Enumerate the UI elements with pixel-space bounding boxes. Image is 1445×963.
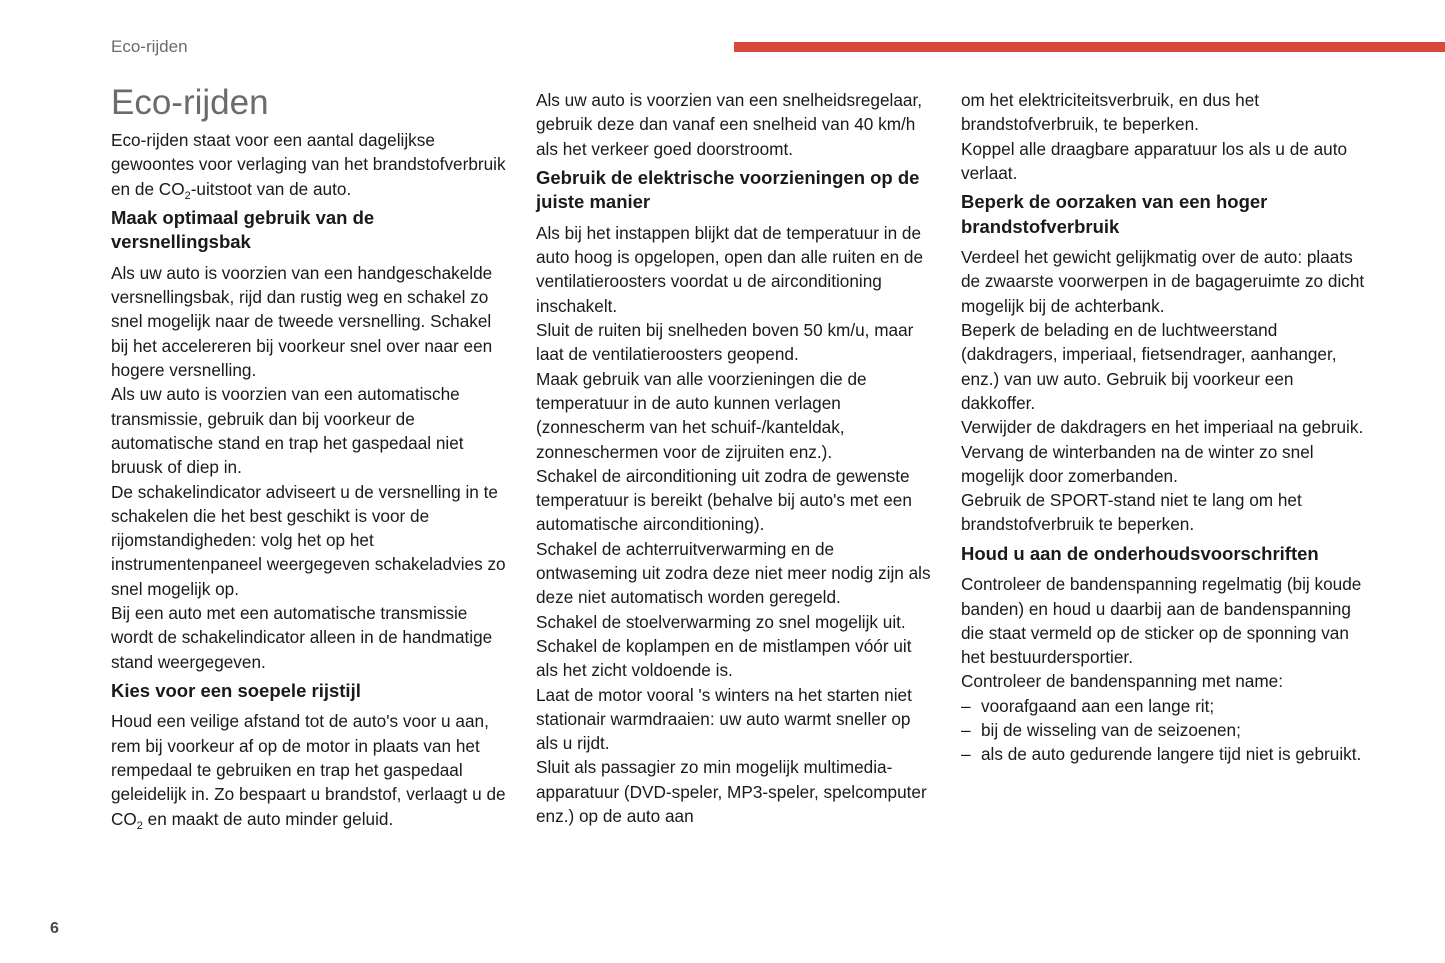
paragraph-windows: Sluit de ruiten bij snelheden boven 50 km/u, maar laat de ventilatieroosters geopend. (536, 320, 914, 365)
list-item (961, 694, 1371, 718)
intro-text-a: Eco-rijden staat voor een aantal dagelijkse gewoontes voor verlaging van het brandstofverbruik en de CO (111, 130, 506, 199)
smooth-text-b: en maakt de auto minder geluid. (142, 808, 394, 829)
heading-consumption-causes: Beperk de oorzaken van een hoger brandstofverbruik (961, 191, 1268, 237)
paragraph-seat-heating: Schakel de stoelverwarming zo snel mogelijk uit. (536, 611, 906, 632)
paragraph-rear-window-heating: Schakel de achterruitverwarming en de ontwaseming uit zodra deze niet meer nodig zijn als deze niet automatisch worden geregeld. (536, 538, 931, 608)
paragraph-roof-racks: Verwijder de dakdragers en het imperiaal na gebruik. (961, 417, 1364, 438)
paragraph-tyre-pressure: Controleer de bandenspanning regelmatig (bij koude banden) en houd u daarbij aan de bandenspanning die staat vermeld op de sticker op de sponning van het bestuurdersportier. (961, 574, 1362, 668)
paragraph-shift-indicator: De schakelindicator adviseert u de versnelling in te schakelen die het best geschikt is voor de rijomstandigheden: volg het op het instrumentenpaneel weergegeven schakeladvies zo snel mogelijk op. (111, 481, 506, 599)
list-dash: – (961, 720, 971, 741)
intro-paragraph (111, 128, 511, 201)
heading-smooth-driving: Kies voor een soepele rijstijl (111, 679, 361, 701)
paragraph-cooling-features: Maak gebruik van alle voorzieningen die de temperatuur in de auto kunnen verlagen (zonnescherm van het schuif-/kanteldak, zonneschermen voor de zijruiten enz.). (536, 368, 867, 462)
paragraph-smooth-driving (111, 709, 511, 830)
intro-text-b: -uitstoot van de auto. (190, 178, 352, 199)
paragraph-engine-warmup: Laat de motor vooral 's winters na het starten niet stationair warmdraaien: uw auto warmt sneller op als u rijdt. (536, 684, 912, 754)
column-1 (111, 82, 511, 831)
paragraph-automatic-transmission: Als uw auto is voorzien van een automatische transmissie, gebruik dan bij voorkeur de automatische stand en trap het gaspedaal niet bruusk of diep in. (111, 384, 464, 478)
column-2 (536, 88, 936, 828)
page-number: 6 (50, 920, 59, 937)
column-3 (961, 88, 1371, 767)
paragraph-temperature: Als bij het instappen blijkt dat de temperatuur in de auto hoog is opgelopen, open dan alle ruiten en de ventilatieroosters voordat u de airconditioning inschakelt. (536, 222, 924, 316)
page-title: Eco-rijden (111, 83, 269, 122)
paragraph-load-drag: Beperk de belading en de luchtweerstand (dakdragers, imperiaal, fietsendrager, aanhanger, enz.) van uw auto. Gebruik bij voorkeur een dakkoffer. (961, 320, 1337, 413)
heading-electrical: Gebruik de elektrische voorzieningen op de juiste manier (536, 166, 920, 213)
list-item-text: voorafgaand aan een lange rit; (981, 695, 1215, 716)
paragraph-lamps: Schakel de koplampen en de mistlampen vóór uit als het zicht voldoende is. (536, 635, 912, 681)
paragraph-shift-indicator-automatic: Bij een auto met een automatische transmissie wordt de schakelindicator alleen in de handmatige stand weergegeven. (111, 603, 493, 672)
smooth-subscript: 2 (136, 819, 143, 832)
paragraph-winter-tyres: Vervang de winterbanden na de winter zo snel mogelijk door zomerbanden. (961, 441, 1314, 486)
list-dash: – (961, 695, 971, 716)
paragraph-multimedia: Sluit als passagier zo min mogelijk multimedia-apparatuur (DVD-speler, MP3-speler, spelcomputer enz.) op de auto aan (536, 757, 927, 827)
list-dash: – (961, 744, 971, 765)
paragraph-electricity-usage: om het elektriciteitsverbruik, en dus het brandstofverbruik, te beperken. (961, 90, 1260, 135)
paragraph-portable-devices: Koppel alle draagbare apparatuur los als u de auto verlaat. (961, 138, 1348, 183)
paragraph-manual-gearbox: Als uw auto is voorzien van een handgeschakelde versnellingsbak, rijd dan rustig weg en schakel zo snel mogelijk naar de tweede versnelling. Schakel bij het accelereren bij voorkeur snel over naar een hogere versnelling. (111, 262, 493, 381)
list-item-text: bij de wisseling van de seizoenen; (981, 720, 1241, 741)
smooth-text-a: Houd een veilige afstand tot de auto's voor u aan, rem bij voorkeur af op de motor in plaats van het rempedaal te gebruiken en trap het gaspedaal geleidelijk in. Zo bespaart u brandstof, verlaagt u de CO (111, 711, 506, 829)
list-item (961, 742, 1371, 766)
intro-subscript: 2 (184, 189, 191, 202)
heading-gearbox: Maak optimaal gebruik van de versnellingsbak (111, 206, 375, 253)
section-header-label: Eco-rijden (111, 37, 188, 56)
paragraph-airconditioning: Schakel de airconditioning uit zodra de gewenste temperatuur is bereikt (behalve bij auto's met een automatische airconditioning). (536, 465, 912, 535)
paragraph-cruise-control: Als uw auto is voorzien van een snelheidsregelaar, gebruik deze dan vanaf een snelheid van 40 km/h als het verkeer goed doorstroomt. (536, 90, 922, 159)
heading-maintenance: Houd u aan de onderhoudsvoorschriften (961, 542, 1319, 564)
paragraph-sport-mode: Gebruik de SPORT-stand niet te lang om het brandstofverbruik te beperken. (961, 490, 1302, 535)
list-item (961, 718, 1371, 742)
header-accent-bar (734, 42, 1445, 52)
paragraph-tyre-pressure-when: Controleer de bandenspanning met name: (961, 671, 1284, 692)
list-item-text: als de auto gedurende langere tijd niet is gebruikt. (981, 744, 1362, 765)
paragraph-weight-distribution: Verdeel het gewicht gelijkmatig over de auto: plaats de zwaarste voorwerpen in de bagageruimte zo dicht mogelijk bij de achterbank. (961, 247, 1365, 316)
